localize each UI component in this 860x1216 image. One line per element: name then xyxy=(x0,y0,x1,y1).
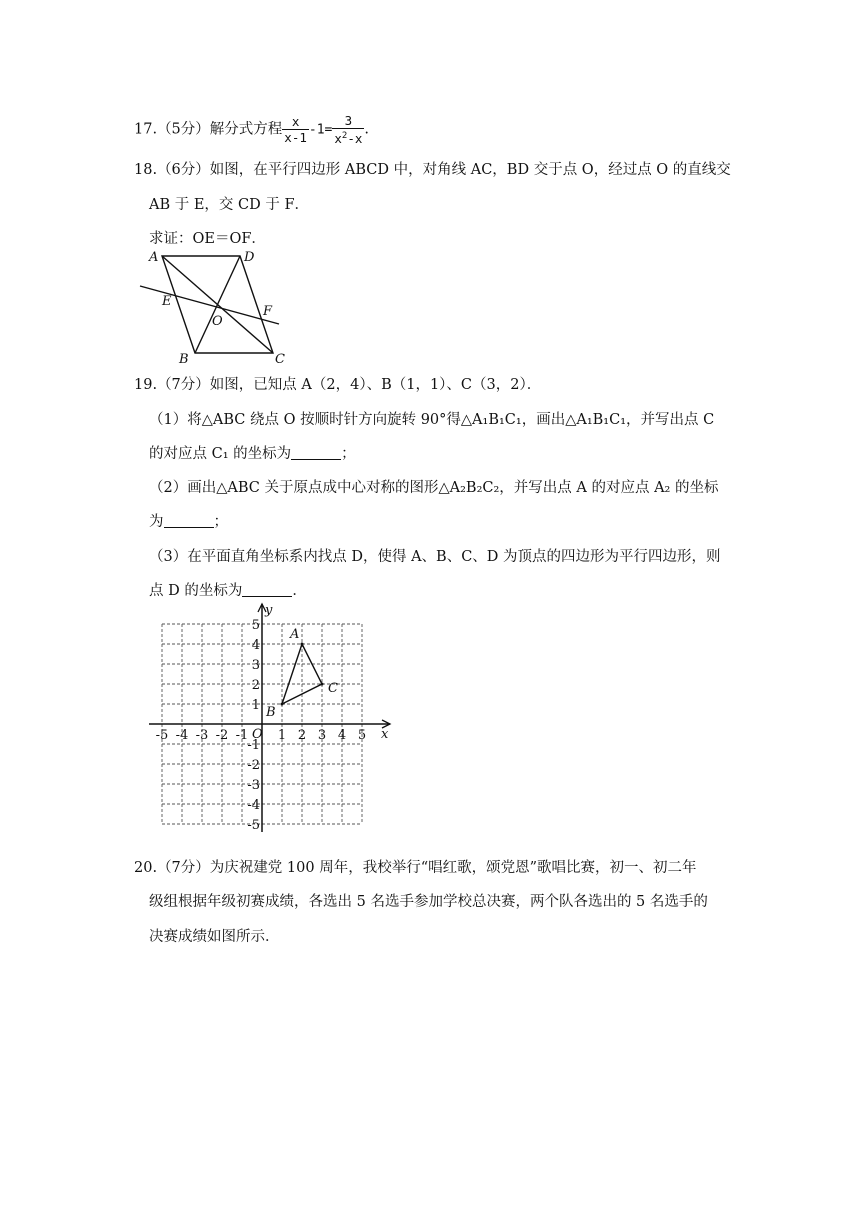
answer-blank-d[interactable] xyxy=(242,582,292,597)
x-tick-label: 3 xyxy=(317,728,327,743)
q19-part3-line2 xyxy=(149,579,307,600)
y-tick-label: -4 xyxy=(247,798,260,813)
point-label-c: C xyxy=(328,681,338,696)
q17-fraction-1 xyxy=(282,114,309,145)
q17-fraction-2 xyxy=(332,113,364,146)
x-tick-label: -5 xyxy=(155,728,169,743)
q19-score: （7分） xyxy=(157,377,210,393)
q19-part2-end: ； xyxy=(213,514,228,530)
y-tick-label: -2 xyxy=(247,758,260,773)
q20-number: 20. xyxy=(134,860,158,876)
q18-line-2: AB 于 E，交 CD 于 F． xyxy=(149,197,310,213)
point-b xyxy=(281,703,284,706)
x-tick-label: 4 xyxy=(337,728,347,743)
label-e: E xyxy=(162,294,172,309)
point-label-a: A xyxy=(290,627,300,642)
q19-number: 19. xyxy=(134,377,158,393)
q19-line-1 xyxy=(134,373,541,394)
q17-end: . xyxy=(364,121,369,138)
y-tick-label: -1 xyxy=(247,738,260,753)
den-base: x xyxy=(334,131,342,147)
y-tick-label: 2 xyxy=(251,678,260,693)
fraction-denominator: x-1 xyxy=(284,130,307,146)
y-axis-label: y xyxy=(265,603,273,618)
q19-part3-text: 点 D 的坐标为 xyxy=(149,583,243,599)
x-tick-label: -3 xyxy=(195,728,209,743)
point-label-b: B xyxy=(266,705,276,720)
y-tick-label: 3 xyxy=(251,658,260,673)
x-tick-label: 5 xyxy=(357,728,367,743)
line-ef xyxy=(140,286,279,324)
q18-line-1 xyxy=(134,158,731,179)
y-tick-label: -5 xyxy=(247,818,260,833)
x-tick-label: -1 xyxy=(235,728,249,743)
q20-score: （7分） xyxy=(157,860,210,876)
point-c xyxy=(321,683,324,686)
q17-minus-one: -1= xyxy=(308,122,333,138)
label-f: F xyxy=(263,304,273,319)
label-a: A xyxy=(149,250,159,265)
q18-text-1: 如图，在平行四边形 ABCD 中，对角线 AC，BD 交于点 O，经过点 O 的直线交 xyxy=(209,162,731,178)
y-tick-label: -3 xyxy=(247,778,260,793)
den-tail: -x xyxy=(347,131,363,147)
x-tick-label: -4 xyxy=(175,728,189,743)
y-tick-label: 1 xyxy=(251,698,260,713)
answer-blank-a2[interactable] xyxy=(164,513,214,528)
coordinate-grid xyxy=(145,602,389,838)
q19-part1-line1: （1）将△ABC 绕点 O 按顺时针方向旋转 90°得△A₁B₁C₁，画出△A₁B₁C₁，并写出点 C xyxy=(149,412,715,428)
y-tick-label: 4 xyxy=(251,638,260,653)
q17-text: 解分式方程 xyxy=(209,121,283,138)
diagonal-bd xyxy=(195,256,240,353)
q19-part1-text: 的对应点 C₁ 的坐标为 xyxy=(149,446,292,462)
den-exponent: 2 xyxy=(341,131,348,141)
q18-score: （6分） xyxy=(157,162,210,178)
parallelogram-figure xyxy=(140,245,300,370)
q17-score: （5分） xyxy=(157,121,210,138)
x-tick-label: -2 xyxy=(215,728,229,743)
q20-line-2: 级组根据年级初赛成绩，各选出 5 名选手参加学校总决赛，两个队各选出的 5 名选手的 xyxy=(149,894,708,910)
label-b: B xyxy=(179,352,189,367)
fraction-numerator: 3 xyxy=(332,113,364,129)
fraction-denominator xyxy=(332,129,364,146)
answer-blank-c1[interactable] xyxy=(291,445,341,460)
label-c: C xyxy=(275,352,285,367)
x-axis-label: x xyxy=(381,727,389,742)
q19-part1-line2 xyxy=(149,442,356,463)
q18-prove: 求证：OE＝OF． xyxy=(149,231,266,247)
q17-line xyxy=(134,113,369,146)
q19-part2-line1: （2）画出△ABC 关于原点成中心对称的图形△A₂B₂C₂，并写出点 A 的对应点 A₂ 的坐标 xyxy=(149,480,719,496)
q19-part3-end: ． xyxy=(292,583,307,599)
origin-label: O xyxy=(252,727,263,742)
q20-text-1: 为庆祝建党 100 周年，我校举行“唱红歌，颂党恩”歌唱比赛，初一、初二年 xyxy=(209,860,697,876)
fraction-numerator: x xyxy=(282,114,309,130)
point-a xyxy=(301,643,304,646)
q20-line-3: 决赛成绩如图所示． xyxy=(149,929,280,945)
label-o: O xyxy=(212,314,223,329)
q19-part2-line2 xyxy=(149,510,228,531)
q17-number: 17. xyxy=(134,121,158,138)
q19-part1-end: ； xyxy=(341,446,356,462)
x-tick-label: 1 xyxy=(277,728,287,743)
q20-line-1 xyxy=(134,856,697,877)
q19-intro: 如图，已知点 A（2，4）、B（1，1）、C（3，2）． xyxy=(209,377,542,393)
q18-number: 18. xyxy=(134,162,158,178)
label-d: D xyxy=(244,250,255,265)
q19-part2-text: 为 xyxy=(149,514,164,530)
y-tick-label: 5 xyxy=(251,618,260,633)
q19-part3-line1: （3）在平面直角坐标系内找点 D，使得 A、B、C、D 为顶点的四边形为平行四边形，则 xyxy=(149,549,721,565)
x-tick-label: 2 xyxy=(297,728,307,743)
